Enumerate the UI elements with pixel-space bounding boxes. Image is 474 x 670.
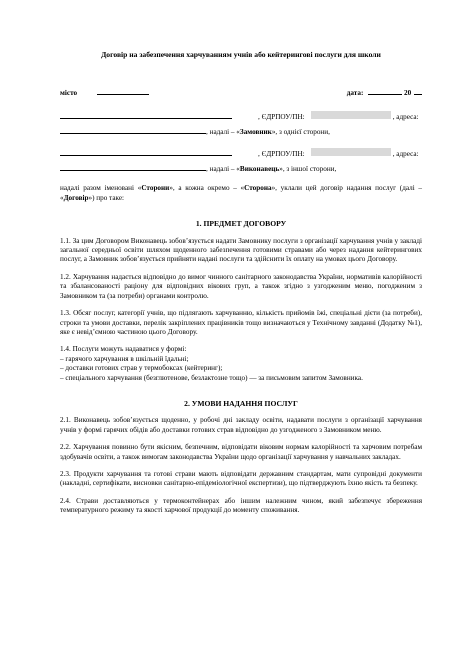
document-title: Договір на забезпечення харчуванням учнів або кейтерингові послуги для школи — [101, 50, 381, 59]
party2-suffix-post: », з іншої сторони, — [279, 165, 337, 174]
party2-block — [60, 148, 422, 175]
intro-text-2: », а кожна окремо – « — [169, 184, 245, 193]
clause-2-4: 2.4. Страви доставляються у термоконтейнерах або іншим належним чином, який забезпечує збереження температурного режиму та якості харчової продукції до моменту споживання. — [60, 496, 422, 515]
party1-role: Замовник — [239, 128, 272, 137]
place-field — [60, 87, 149, 98]
intro-paragraph — [60, 184, 422, 203]
intro-term-side: Сторона — [244, 184, 272, 193]
clause-1-4-head: 1.4. Послуги можуть надаватися у формі: — [60, 345, 187, 354]
edrpou-label-1: , ЄДРПОУ/ПН: — [258, 112, 305, 121]
party1-suffix-pre: , надалі – « — [206, 128, 240, 137]
party2-address-input[interactable] — [60, 163, 206, 171]
clause-2-3: 2.3. Продукти харчування та готові страви мають відповідати державним стандартам, мати супровідні документи (накладні, сертифікати, висновки санітарно-епідеміологічної експертизи), що підтверджують їхню якість та безпеку. — [60, 469, 422, 488]
party1-line2 — [60, 126, 422, 137]
party2-role: Виконавець — [239, 165, 280, 174]
clause-1-4-item: – гарячого харчування в шкільній їдальні; — [60, 354, 189, 363]
party2-name-input[interactable] — [60, 148, 232, 156]
year-prefix: 20 — [404, 89, 412, 98]
clause-2-2: 2.2. Харчування повинно бути якісним, безпечним, відповідати віковим нормам калорійності та харчовим потребам здобувачів освіти, а також вимогам законодавства України щодо організації харчування у навчальних закладах. — [60, 443, 422, 461]
date-input[interactable] — [368, 87, 402, 95]
section-1-title: 1. ПРЕДМЕТ ДОГОВОРУ — [195, 219, 287, 229]
party2-line1 — [60, 148, 422, 159]
clause-1-3: 1.3. Обсяг послуг, категорії учнів, що підлягають харчуванню, кількість прийомів їжі, спеціальні дієти (за потреби), строки та умови доставки, перелік закріплених працівників тощо визначаються у Технічному завданні (Додатку №1), яке є невід’ємною частиною цього Договору. — [60, 309, 422, 336]
clause-1-4-item: – спеціального харчування (безглютенове, безлактозне тощо) — за письмовим запитом Замовника. — [60, 373, 363, 382]
intro-term-contract: Договір — [63, 193, 89, 202]
party1-block — [60, 111, 422, 138]
party1-suffix-post: », з однієї сторони, — [271, 128, 330, 137]
party2-line2 — [60, 163, 422, 174]
edrpou-label-2: , ЄДРПОУ/ПН: — [258, 149, 305, 158]
party1-name-input[interactable] — [60, 111, 232, 119]
year-input[interactable] — [414, 87, 422, 95]
intro-text-3: », уклали цей договір надання послуг (далі – « — [60, 184, 422, 202]
intro-term-sides: Сторони — [141, 184, 170, 193]
address-label-1: , адреса: — [392, 112, 419, 121]
party2-edrpou-input[interactable] — [311, 148, 391, 156]
intro-text-1: надалі разом іменовані « — [60, 184, 142, 193]
section-2-title: 2. УМОВИ НАДАННЯ ПОСЛУГ — [184, 398, 298, 408]
date-field — [347, 87, 422, 98]
place-date-row — [60, 87, 422, 98]
date-label: дата: — [346, 89, 364, 98]
clause-1-1: 1.1. За цим Договором Виконавець зобов’язується надати Замовнику послуги з організації харчування учнів у закладі загальної середньої освіти шляхом щоденного забезпечення готовими стравами або через надання кейтерингових послуг, а Замовник зобов’язується прийняти надані послуги та здійснити їх оплату на умовах цього Договору. — [60, 236, 422, 264]
intro-text-4: ») про таке: — [88, 193, 125, 202]
party2-suffix-pre: , надалі – « — [206, 165, 240, 174]
address-label-2: , адреса: — [392, 149, 419, 158]
clause-1-2: 1.2. Харчування надається відповідно до вимог чинного санітарного законодавства України, нормативів калорійності та збалансованості раціону для відповідних вікових груп, а також згідно з узгодженим меню, погодженим з Замовником та (за потреби) органами контролю. — [60, 272, 422, 300]
party1-line1 — [60, 111, 422, 122]
place-input[interactable] — [97, 87, 149, 95]
clause-1-4 — [60, 345, 422, 383]
clause-1-4-item: – доставки готових страв у термобоксах (кейтеринг); — [60, 364, 223, 373]
party1-edrpou-input[interactable] — [311, 111, 391, 119]
clause-2-1: 2.1. Виконавець зобов’язується щоденно, у робочі дні закладу освіти, надавати послуги з організації харчування учнів у формі гарячих обідів або доставки готових страв відповідно до узгодженого з Замовником меню. — [60, 416, 422, 434]
party1-address-input[interactable] — [60, 126, 206, 134]
place-label: місто — [60, 89, 78, 98]
